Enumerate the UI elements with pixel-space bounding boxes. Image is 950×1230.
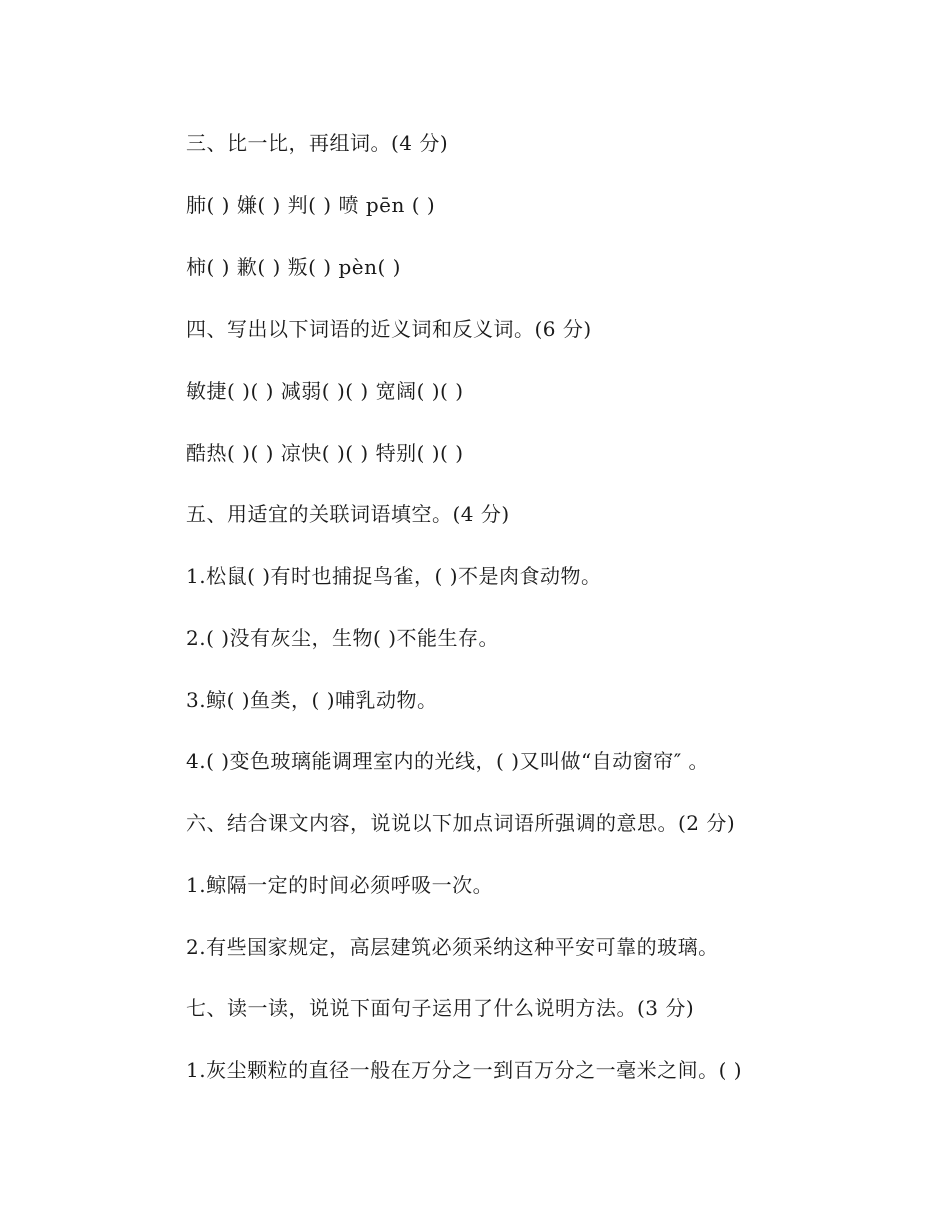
section-4-row-2: 酷热( )( ) 凉快( )( ) 特别( )( ) — [186, 441, 464, 465]
section-6-heading: 六、结合课文内容，说说以下加点词语所强调的意思。(2 分) — [186, 811, 736, 835]
section-6-item-2: 2.有些国家规定，高层建筑必须采纳这种平安可靠的玻璃。 — [186, 935, 719, 959]
section-5-heading: 五、用适宜的关联词语填空。(4 分) — [186, 502, 510, 526]
section-3-row-2: 柿( ) 歉( ) 叛( ) pèn( ) — [186, 255, 401, 279]
section-7-item-1: 1.灰尘颗粒的直径一般在万分之一到百万分之一毫米之间。( ) — [186, 1058, 743, 1082]
section-3-heading: 三、比一比，再组词。(4 分) — [186, 131, 449, 155]
section-4-heading: 四、写出以下词语的近义词和反义词。(6 分) — [186, 317, 592, 341]
section-5-item-2: 2.( )没有灰尘，生物( )不能生存。 — [186, 626, 500, 650]
section-4-row-1: 敏捷( )( ) 减弱( )( ) 宽阔( )( ) — [186, 379, 464, 403]
section-6-item-1: 1.鲸隔一定的时间必须呼吸一次。 — [186, 873, 494, 897]
section-5-item-3: 3.鲸( )鱼类，( )哺乳动物。 — [186, 688, 438, 712]
section-3-row-1: 肺( ) 嫌( ) 判( ) 喷 pēn ( ) — [186, 193, 436, 217]
section-5-item-4: 4.( )变色玻璃能调理室内的光线，( )又叫做“自动窗帘″ 。 — [186, 749, 710, 773]
section-5-item-1: 1.松鼠( )有时也捕捉鸟雀，( )不是肉食动物。 — [186, 564, 602, 588]
section-7-heading: 七、读一读，说说下面句子运用了什么说明方法。(3 分) — [186, 996, 695, 1020]
